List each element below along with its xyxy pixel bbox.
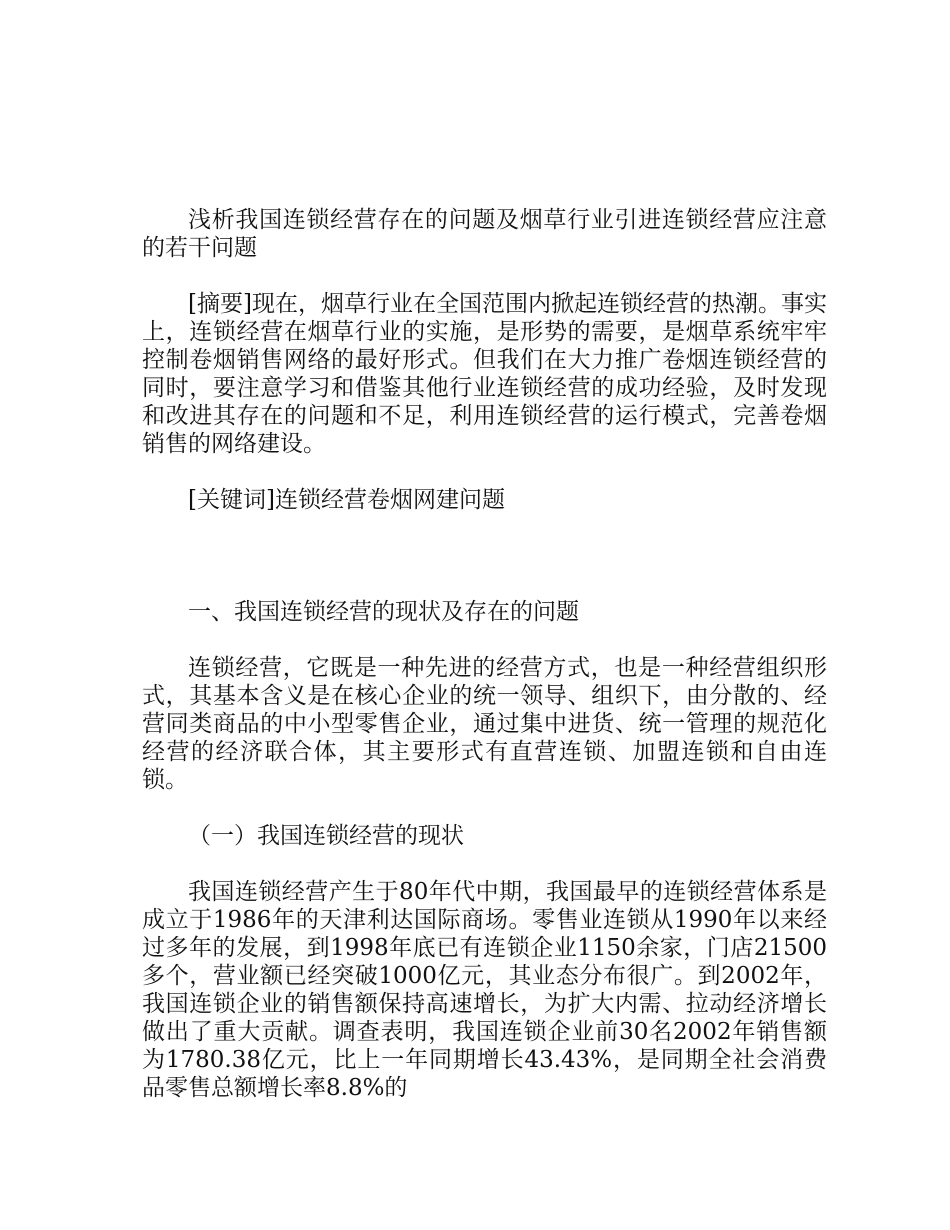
subsection-heading: （一）我国连锁经营的现状 [188, 823, 464, 849]
subsection-paragraph: 我国连锁经营产生于80年代中期，我国最早的连锁经营体系是成立于1986年的天津利达国际商场。零售业连锁从1990年以来经过多年的发展，到1998年底已有连锁企业1150余家，门店21500多个，营业额已经突破1000亿元，其业态分布很广。到2002年，我国连锁企业的销售额保持高速增长，为扩大内需、拉动经济增长做出了重大贡献。调查表明，我国连锁企业前30名2002年销售额为1780.38亿元，比上一年同期增长43.43%，是同期全社会消费品零售总额增长率8.8%的 [142, 879, 827, 1101]
spacer [142, 542, 827, 598]
document-body [142, 206, 827, 1130]
section-heading: 一、我国连锁经营的现状及存在的问题 [188, 599, 579, 625]
section-paragraph: 连锁经营，它既是一种先进的经营方式，也是一种经营组织形式，其基本含义是在核心企业的统一领导、组织下，由分散的、经营同类商品的中小型零售企业，通过集中进货、统一管理的规范化经营的经济联合体，其主要形式有直营连锁、加盟连锁和自由连锁。 [142, 655, 827, 793]
keywords-line: [关键词]连锁经营卷烟网建问题 [188, 487, 505, 513]
document-title: 浅析我国连锁经营存在的问题及烟草行业引进连锁经营应注意的若干问题 [142, 207, 827, 261]
abstract-paragraph: [摘要]现在，烟草行业在全国范围内掀起连锁经营的热潮。事实上，连锁经营在烟草行业的实施，是形势的需要，是烟草系统牢牢控制卷烟销售网络的最好形式。但我们在大力推广卷烟连锁经营的同时，要注意学习和借鉴其他行业连锁经营的成功经验，及时发现和改进其存在的问题和不足，利用连锁经营的运行模式，完善卷烟销售的网络建设。 [142, 291, 827, 457]
